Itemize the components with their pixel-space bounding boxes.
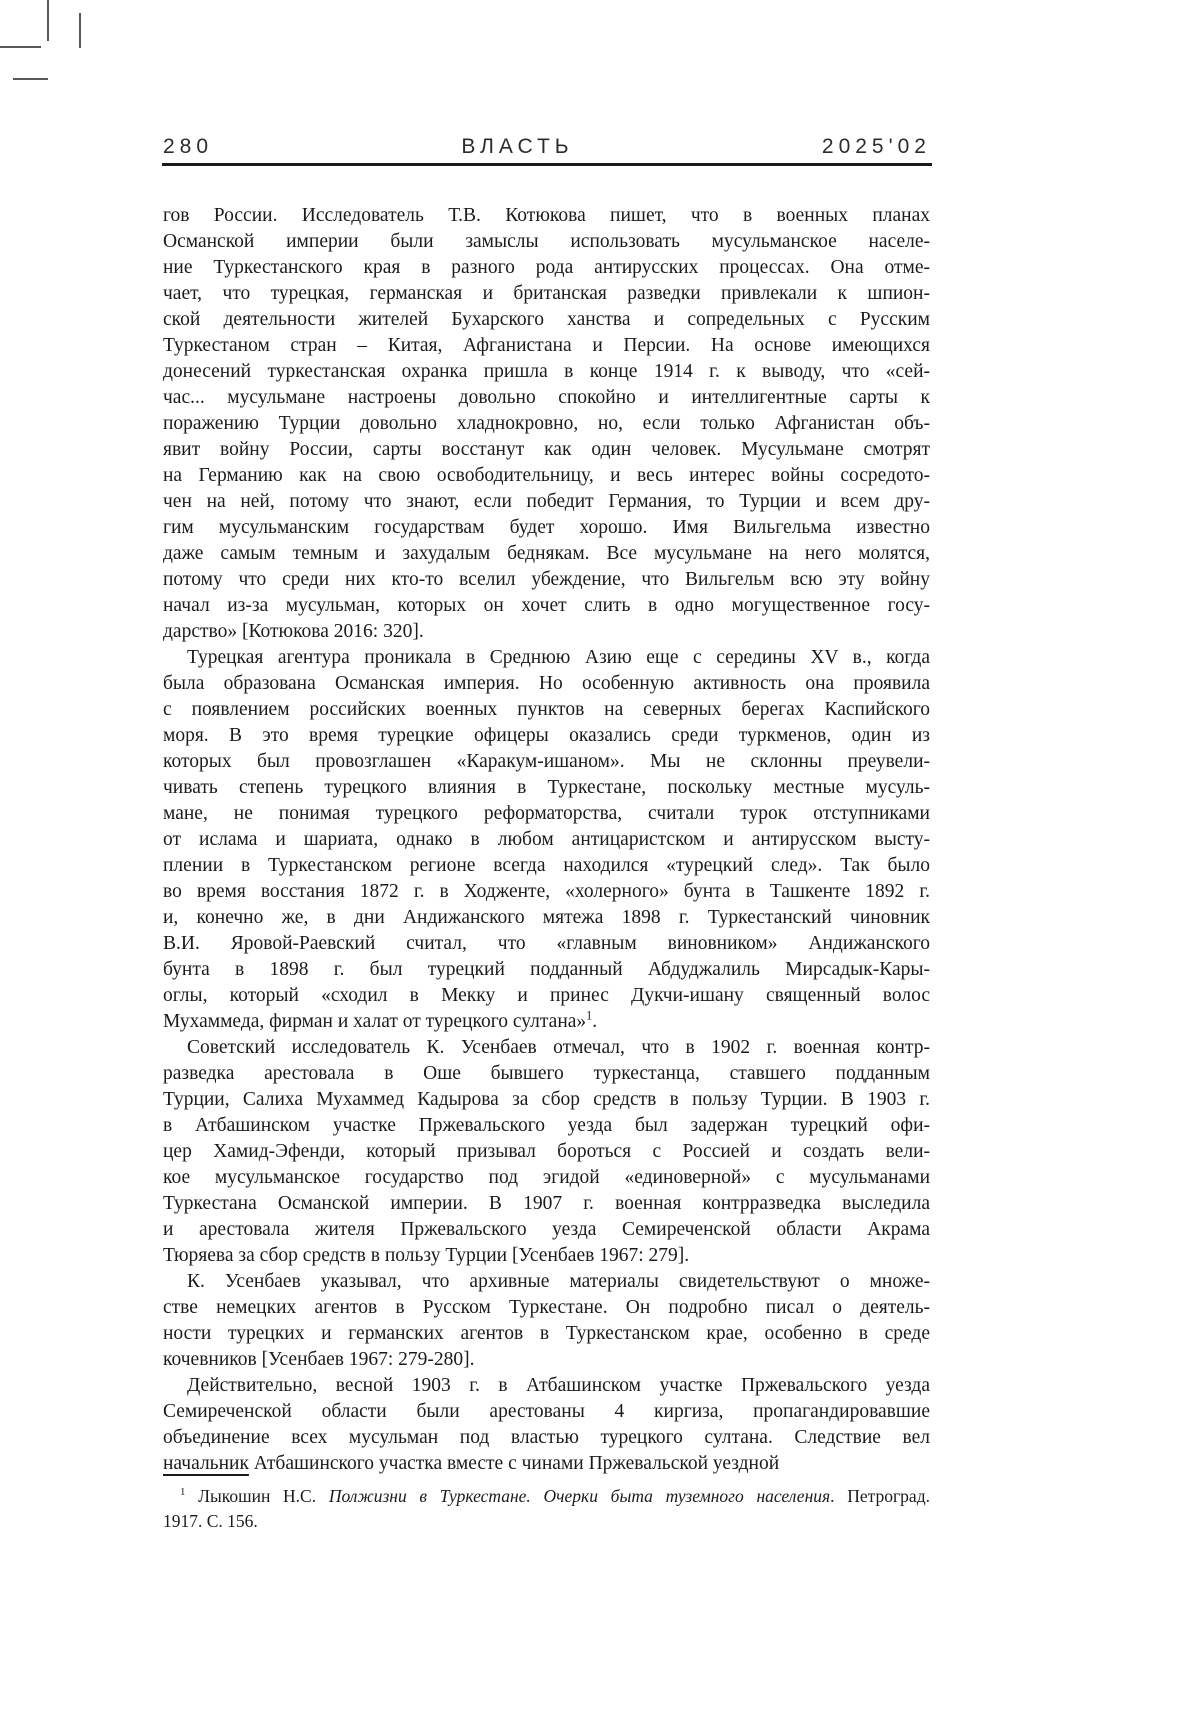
issue-label: 2025'02: [821, 135, 931, 158]
text-line: Туркестана Османской империи. В 1907 г. военная контрразведка выследила: [163, 1193, 930, 1214]
text-line: потому что среди них кто-то вселил убеждение, что Вильгельм всю эту войну: [163, 569, 930, 590]
paragraph: [163, 645, 930, 1035]
text-line: стве немецких агентов в Русском Туркестане. Он подробно писал о деятель-: [163, 1297, 930, 1318]
text-line: ской деятельности жителей Бухарского ханства и сопредельных с Русским: [163, 309, 930, 330]
text-line: бунта в 1898 г. был турецкий подданный Абдуджалиль Мирсадык-Кары-: [163, 959, 930, 980]
text-line: Семиреченской области были арестованы 4 киргиза, пропагандировавшие: [163, 1401, 930, 1422]
body-text: [163, 203, 930, 1477]
text-line: чен на ней, потому что знают, если победит Германия, то Турции и всем дру-: [163, 491, 930, 512]
crop-mark-horizontal-2: [13, 78, 48, 80]
text-line: К. Усенбаев указывал, что архивные материалы свидетельствуют о множе-: [187, 1271, 930, 1292]
text-line: даже самым темным и захудалым беднякам. Все мусульмане на него молятся,: [163, 543, 930, 564]
text-line: кочевников [Усенбаев 1967: 279-280].: [163, 1349, 475, 1370]
text-line: гим мусульманским государствам будет хорошо. Имя Вильгельма известно: [163, 517, 930, 538]
text-line: объединение всех мусульман под властью турецкого султана. Следствие вел: [163, 1427, 930, 1448]
journal-title: ВЛАСТЬ: [461, 135, 574, 158]
text-line: Советский исследователь К. Усенбаев отмечал, что в 1902 г. военная контр-: [187, 1037, 930, 1058]
crop-mark-horizontal-1: [0, 46, 41, 48]
text-line: плении в Туркестанском регионе всегда находился «турецкий след». Так было: [163, 855, 930, 876]
text-line: и арестовала жителя Пржевальского уезда Семиреченской области Акрама: [163, 1219, 930, 1240]
page-number: 280: [163, 135, 214, 158]
text-line: разведка арестовала в Оше бывшего туркестанца, ставшего подданным: [163, 1063, 930, 1084]
text-line: В.И. Яровой-Раевский считал, что «главным виновником» Андижанского: [163, 933, 930, 954]
text-line: час... мусульмане настроены довольно спокойно и интеллигентные сарты к: [163, 387, 930, 408]
text-line: дарство» [Котюкова 2016: 320].: [163, 621, 424, 642]
text-line: от ислама и шариата, однако в любом антицаристском и антирусском высту-: [163, 829, 930, 850]
text-line: поражению Турции довольно хладнокровно, но, если только Афганистан объ-: [163, 413, 930, 434]
text-line: была образована Османская империя. Но особенную активность она проявила: [163, 673, 930, 694]
text-line: которых был провозглашен «Каракум-ишаном». Мы не склонны преувели-: [163, 751, 930, 772]
text-line: ности турецких и германских агентов в Туркестанском крае, особенно в среде: [163, 1323, 930, 1344]
text-line: 1917. С. 156.: [163, 1511, 258, 1531]
header-rule: [162, 163, 932, 166]
text-line: мане, не понимая турецкого реформаторства, считали турок отступниками: [163, 803, 930, 824]
page-header: [163, 135, 931, 159]
text-line: Мухаммеда, фирман и халат от турецкого султана»$^1$.: [163, 1008, 598, 1032]
text-line: с появлением российских военных пунктов на северных берегах Каспийского: [163, 699, 930, 720]
text-line: оглы, который «сходил в Мекку и принес Дукчи-ишану священный волос: [163, 985, 930, 1006]
text-line: Тюряева за сбор средств в пользу Турции [Усенбаев 1967: 279].: [163, 1245, 690, 1266]
paragraph: [163, 1035, 930, 1269]
paragraph: [163, 1269, 930, 1373]
paragraph: [163, 203, 930, 645]
text-line: чивать степень турецкого влияния в Туркестане, поскольку местные мусуль-: [163, 777, 930, 798]
text-line: ние Туркестанского края в разного рода антирусских процессах. Она отме-: [163, 257, 930, 278]
text-line: Турции, Салиха Мухаммед Кадырова за сбор средств в пользу Турции. В 1903 г.: [163, 1089, 930, 1110]
text-line: на Германию как на свою освободительницу, и весь интерес войны сосредото-: [163, 465, 930, 486]
text-line: $^1$ Лыкошин Н.С. Полжизни в Туркестане. Очерки быта туземного населения. Петроград.: [180, 1486, 930, 1506]
text-line: цер Хамид-Эфенди, который призывал бороться с Россией и создать вели-: [163, 1141, 930, 1162]
text-line: моря. В это время турецкие офицеры оказались среди туркменов, один из: [163, 725, 930, 746]
text-line: в Атбашинском участке Пржевальского уезда был задержан турецкий офи-: [163, 1115, 930, 1136]
footnote: [163, 1484, 930, 1534]
text-line: чает, что турецкая, германская и британская разведки привлекали к шпион-: [163, 283, 930, 304]
paragraph: [163, 1373, 930, 1477]
text-line: кое мусульманское государство под эгидой «единоверной» с мусульманами: [163, 1167, 930, 1188]
text-line: Османской империи были замыслы использовать мусульманское населе-: [163, 231, 930, 252]
text-line: и, конечно же, в дни Андижанского мятежа 1898 г. Туркестанский чиновник: [163, 907, 930, 928]
text-line: начал из-за мусульман, которых он хочет слить в одно могущественное госу-: [163, 595, 930, 616]
text-line: явит войну России, сарты восстанут как один человек. Мусульмане смотрят: [163, 439, 930, 460]
text-line: Действительно, весной 1903 г. в Атбашинском участке Пржевальского уезда: [187, 1375, 930, 1396]
text-line: начальник Атбашинского участка вместе с чинами Пржевальской уездной: [163, 1453, 780, 1474]
text-line: Туркестаном стран – Китая, Афганистана и Персии. На основе имеющихся: [163, 335, 930, 356]
text-line: гов России. Исследователь Т.В. Котюкова пишет, что в военных планах: [163, 205, 930, 226]
text-line: Турецкая агентура проникала в Среднюю Азию еще с середины XV в., когда: [187, 647, 930, 668]
crop-mark-vertical-1: [47, 0, 49, 41]
crop-mark-vertical-2: [79, 13, 81, 48]
text-line: донесений туркестанская охранка пришла в конце 1914 г. к выводу, что «сей-: [163, 361, 930, 382]
text-line: во время восстания 1872 г. в Ходженте, «холерного» бунта в Ташкенте 1892 г.: [163, 881, 930, 902]
